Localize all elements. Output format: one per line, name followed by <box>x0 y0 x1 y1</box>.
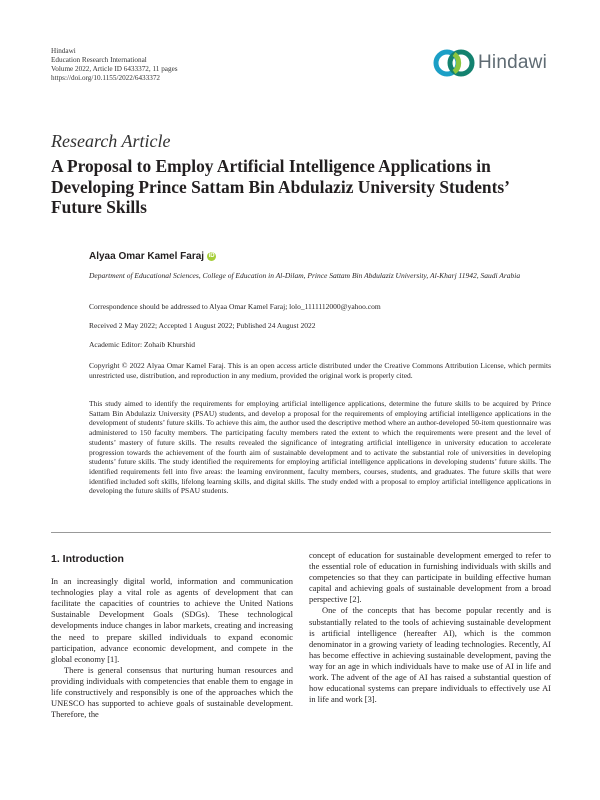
affiliation: Department of Educational Sciences, College of Education in Al-Dilam, Prince Sattam Bin Abdulaziz University, Al-Kharj 11942, Saudi Arabia <box>89 271 521 280</box>
hindawi-logo-icon <box>432 44 476 82</box>
author-name[interactable]: Alyaa Omar Kamel Faraj <box>89 251 205 262</box>
section-heading: 1. Introduction <box>51 553 124 565</box>
paragraph: In an increasingly digital world, information and communication technologies play a vital role as agents of development that can facilitate the capacities of countries to achieve the United Nations Sustainable Development Goals (SDGs). These technological developments induce changes in labor markets, creating and increasing the need to prepare skilled individuals to expand economic participation, advance economic development, and compete in the global economy [1]. <box>51 576 293 664</box>
correspondence: Correspondence should be addressed to Alyaa Omar Kamel Faraj; lolo_1111112000@yahoo.com <box>89 302 381 311</box>
author-line <box>89 251 216 262</box>
publisher-name: Hindawi <box>51 47 76 55</box>
left-column <box>51 554 293 720</box>
article-type: Research Article <box>51 131 171 151</box>
paragraph: concept of education for sustainable development emerged to refer to the essential role of education in furnishing individuals with skills and competencies so that they can participate in building effective human capital and achieving goals of sustainable development from a broad perspective [2]. <box>309 550 551 605</box>
volume-info: Volume 2022, Article ID 6433372, 11 pages <box>51 65 178 74</box>
abstract: This study aimed to identify the requirements for employing artificial intelligence applications, determine the future skills to be acquired by Prince Sattam Bin Abdulaziz University (PSAU) students, and develop a proposal for the requirements of employing artificial intelligence applications in the development of students’ future skills. To achieve this aim, the author used the descriptive method where an author-developed 50-item questionnaire was administered to 150 faculty members. The participating faculty members rated the extent to which the requirements were present and the level of students’ mastery of future skills. The results revealed the significance of integrating artificial intelligence in university education to accelerate progression towards the achievement of the fourth aim of sustainable development and to activate the substantial role of universities in developing students’ future skills. The study identified the requirements for employing artificial intelligence applications in developing students’ future skills. The identified requirements fell into five areas: the learning environment, faculty members, courses, students, and graduates. The future skills that were identified included soft skills, lifelong learning skills, and digital skills. The study ended with a proposal to employ artificial intelligence applications in developing the future skills of PSAU students. <box>89 399 551 496</box>
academic-editor: Academic Editor: Zohaib Khurshid <box>89 340 196 349</box>
logo-wordmark: Hindawi <box>478 52 547 73</box>
journal-meta <box>51 47 178 83</box>
section-divider <box>51 532 551 533</box>
paragraph: There is general consensus that nurturing human resources and providing individuals with competencies that enable them to engage in life constructively and responsibly is one of the approaches which the UNESCO has supported to achieve goals of sustainable development. Therefore, the <box>51 664 293 720</box>
hindawi-logo <box>432 44 552 82</box>
doi-link[interactable]: https://doi.org/10.1155/2022/6433372 <box>51 74 161 83</box>
article-title: A Proposal to Employ Artificial Intelligence Applications in Developing Prince Sattam Bin Abdulaziz University Students’ Future Skills <box>51 156 509 218</box>
copyright-notice: Copyright © 2022 Alyaa Omar Kamel Faraj. This is an open access article distributed under the Creative Commons Attribution License, which permits unrestricted use, distribution, and reproduction in any medium, provided the original work is properly cited. <box>89 361 551 380</box>
orcid-icon[interactable]: iD <box>208 253 215 259</box>
publication-dates: Received 2 May 2022; Accepted 1 August 2022; Published 24 August 2022 <box>89 321 316 330</box>
paragraph: One of the concepts that has become popular recently and is substantially related to the tools of achieving sustainable development is artificial intelligence (hereafter AI), which is the common denominator in a growing variety of leading technologies. Recently, AI has become effective in achieving sustainable development, paving the way for an age in which individuals have to make use of AI in life and work. The advent of the age of AI has raised a substantial question of how educational systems can prepare individuals to effectively use AI in life and work [3]. <box>309 605 551 705</box>
journal-name: Education Research International <box>51 56 147 65</box>
right-column <box>309 550 551 705</box>
